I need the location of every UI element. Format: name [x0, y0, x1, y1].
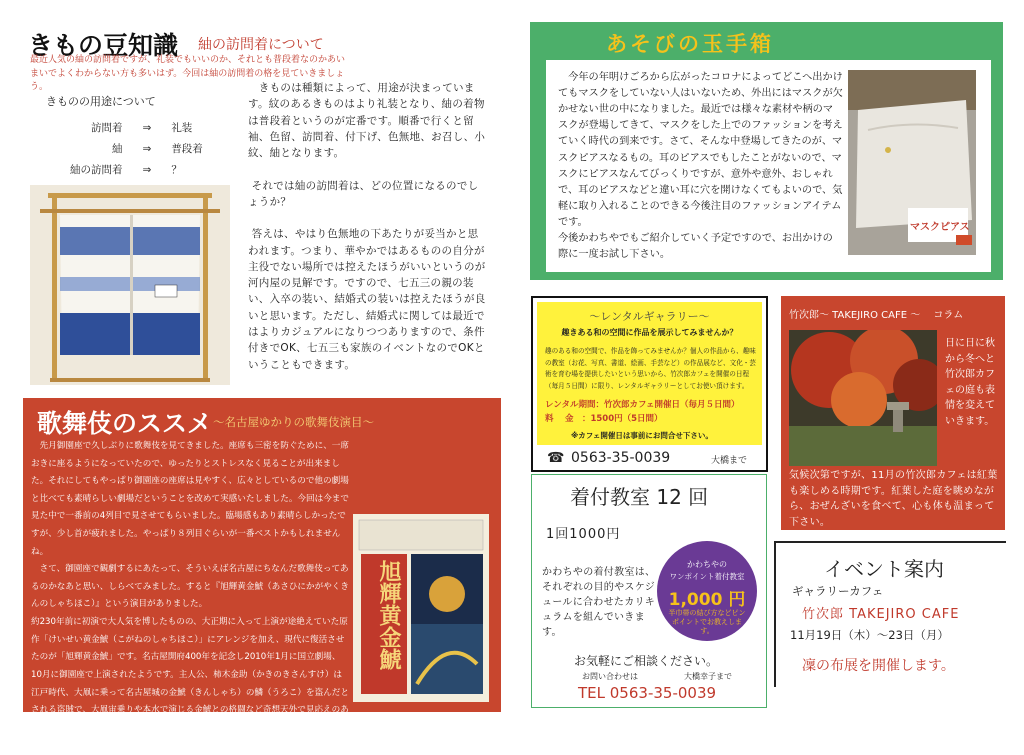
usage-row: [60, 118, 213, 139]
kimono-title: きもの豆知識: [28, 31, 179, 60]
asobi-section: [530, 22, 1003, 280]
kabuki-text: 先月御園座で久しぶりに歌舞伎を見てきました。座席も三密を防ぐために、一席おきに座るようになっていたので、ゆったりとストレスなく見ることが出来ました。それにしてもやっぱり御園座の座席は見やすく、広々としているので他の劇場と比べても素晴らしい劇場だということを改めて実感いたしました。今回は今まで見た中で一番前の4列目で見させてもらいました。臨場感もあり素晴らしかったですが、少し首が疲れました。やっぱり８列目ぐらいが一番ベストかもしれませんね。 さて、御園座で観劇するにあたって、そういえば名古屋にちなんだ歌舞伎ってあるのかなあと思い、しらべてみました。すると『旭輝黄金鯱（あさひにかがやくきんのしゃちほこ）』という演目がありました。 約230年前に初演で大人気を博したものの、大正期に入って上演が途絶えていた原作「けいせい黄金鯱（こがねのしゃちほこ）」にアレンジを加え、現代に復活させたのが「旭輝黄金鯱」です。名古屋開府400年を記念し2010年1月に国立劇場、10月に御園座で上演されたようです。主人公、柿木金助（かきのきさんすけ）は江戸時代、大凧に乗って名古屋城の金鯱（きんしゃち）の鱗（うろこ）を盗んだとされる盗賊で、大凧宙乗りや本水で演じる金鯱との格闘など奇想天外で見応えのある内容だったそうです。是非ともまた御園座などでみられる日がくることを期待しています。: [31, 441, 349, 751]
kimono-subtitle: 紬の訪問着について: [198, 37, 324, 53]
gallery-lead: 趣きある和の空間に作品を展示してみませんか？: [561, 328, 738, 337]
gallery-note: ※カフェ開催日は事前にお問合せ下さい。: [571, 431, 713, 440]
usage-item: 訪問着: [91, 122, 123, 134]
kitsuke-section: [531, 474, 767, 708]
arrow-icon: ⇒: [142, 122, 152, 134]
kitsuke-tel: TEL 0563-35-0039: [578, 684, 717, 702]
arrow-icon: ⇒: [142, 164, 152, 176]
kimono-photo: [30, 185, 230, 385]
gallery-description: 趣のある和の空間で、作品を飾ってみませんか？個人の作品から、趣味の教室（お花、写真、書道、絵画、手芸など）の作品展など、文化・芸術を育む場を提供したいという思いから、竹次郎カフェを開催の日程（毎月５日間）に限り、レンタルギャラリーとしてお使い頂けます。: [545, 347, 756, 390]
kabuki-title: 歌舞伎のススメ: [37, 409, 213, 438]
usage-row: [60, 160, 213, 181]
usage-item: 紬の訪問着: [70, 164, 123, 176]
gallery-fee: 料 金 ：1500円（5日間）: [545, 414, 663, 424]
badge-price: 1,000 円: [668, 590, 746, 610]
mask-photo-label: マスクピアス: [910, 222, 970, 233]
garden-illustration: [789, 330, 937, 466]
kabuki-subtitle: ～名古屋ゆかりの歌舞伎演目～: [213, 415, 374, 429]
event-title: イベント案内: [824, 557, 944, 581]
event-cafe-label: ギャラリーカフェ: [792, 584, 884, 598]
kitsuke-consult: お気軽にご相談ください。: [574, 654, 719, 668]
kabuki-section: [23, 398, 501, 751]
badge-mid: ワンポイント着付教室: [669, 572, 745, 581]
cafe-heading: 竹次郎～ TAKEJIRO CAFE ～ コラム: [789, 310, 964, 321]
usage-item: 紬: [112, 143, 123, 155]
usage-table: [60, 118, 213, 181]
usage-value: 礼装: [171, 122, 193, 134]
kitsuke-inquiry: お問い合わせは: [582, 672, 638, 681]
gallery-phone: 0563-35-0039: [571, 450, 671, 466]
kitsuke-price: 1回1000円: [546, 527, 621, 542]
usage-value: ？: [171, 164, 182, 176]
badge-bottom: 半巾帯の結び方などピンポイントでお教えします。: [668, 609, 746, 636]
cafe-section: [781, 296, 1005, 530]
kimono-intro: 最近人気の紬の訪問着ですが、礼装でもいいのか、それとも普段着なのかあいまいでよくわからない方も多いはず。今回は紬の訪問着の格を見ていきましょう。: [30, 55, 346, 92]
kitsuke-text: かわちやの着付教室は、それぞれの目的やスケジュールに合わせたカリキュラムを組んでいきます。: [542, 567, 656, 638]
phone-icon: ☎: [547, 450, 565, 466]
poster-title: 旭輝黄金鯱: [376, 560, 401, 670]
event-date: 11月19日（木）～23日（月）: [790, 628, 949, 642]
gallery-title: ～レンタルギャラリー～: [589, 310, 710, 323]
gallery-section: [531, 296, 768, 472]
mask-photo: [848, 70, 976, 255]
asobi-content: [546, 60, 991, 272]
event-name: 竹次郎 TAKEJIRO CAFE: [802, 607, 960, 622]
usage-heading: きものの用途について: [46, 95, 156, 108]
gallery-box: [537, 302, 762, 445]
usage-value: 普段着: [171, 143, 203, 155]
kabuki-poster: [353, 514, 489, 702]
gallery-contact: 大橋まで: [711, 456, 748, 466]
asobi-title: あそびの玉手箱: [606, 32, 774, 56]
arrow-icon: ⇒: [142, 143, 152, 155]
badge-top: かわちやの: [687, 560, 727, 569]
asobi-text: 今年の年明けごろから広がったコロナによってどこへ出かけてもマスクをしていない人はいないため、外出にはマスクが欠かせない世の中になりました。最近では様々な素材や柄のマスクが登場してきて、マスクをした上でのファッションを考えていく時代の到来です。さて、そんな中登場してきたのが、マスクピアスなるもの。耳のピアスでもしたことがないので、マスクにピアスなんてびっくりですが、意外や意外、おしゃれで、耳のピアスなどと違い耳に穴を開けなくてもよいので、気軽に取り入れることのできる今後注目のファッションアイテムです。 今後かわちやでもご紹介していく予定ですので、お出かけの際に一度お試し下さい。: [558, 72, 843, 261]
usage-row: [60, 139, 213, 160]
garden-photo: [789, 330, 937, 466]
gallery-period: レンタル期間：竹次郎カフェ開催日（毎月５日間）: [545, 400, 740, 410]
cafe-text: 気候次第ですが、11月の竹次郎カフェは紅葉も楽しめる時期です。紅葉した庭を眺めながら、おぜんざいを食べて、心も体も温まって下さい。: [789, 470, 998, 528]
kimono-illustration: [30, 185, 230, 385]
price-badge: [657, 541, 757, 641]
event-exhibit: 凜の布展を開催します。: [802, 658, 955, 674]
kitsuke-title: 着付教室 12 回: [570, 485, 709, 509]
kimono-body-text: きものは種類によって、用途が決まっています。紋のあるきものはより礼装となり、紬の着物は普段着というのが定番です。順番で行くと留袖、色留、訪問着、付下げ、色無地、お召し、小紋、紬となります。 それでは紬の訪問着は、どの位置になるのでしょうか？ 答えは、やはり色無地の下あたりが妥当かと思われます。つまり、華やかではあるものの自分が主役でない場所では控えたほうがいいというのが河内屋の見解です。ですので、七五三の親の装い、入卒の装い、結婚式の装いは控えたほうが良いと思います。ただし、結婚式に関しては最近ではよりカジュアルになりつつありますので、条件付きでOK、七五三も家族のイベントなのでOKということもできます。: [248, 82, 486, 371]
event-section: [774, 541, 1006, 687]
cafe-side-text: 日に日に秋から冬へと竹次郎カフェの庭も表情を変えていきます。: [945, 338, 995, 427]
kitsuke-person: 大橋幸子まで: [684, 672, 732, 681]
